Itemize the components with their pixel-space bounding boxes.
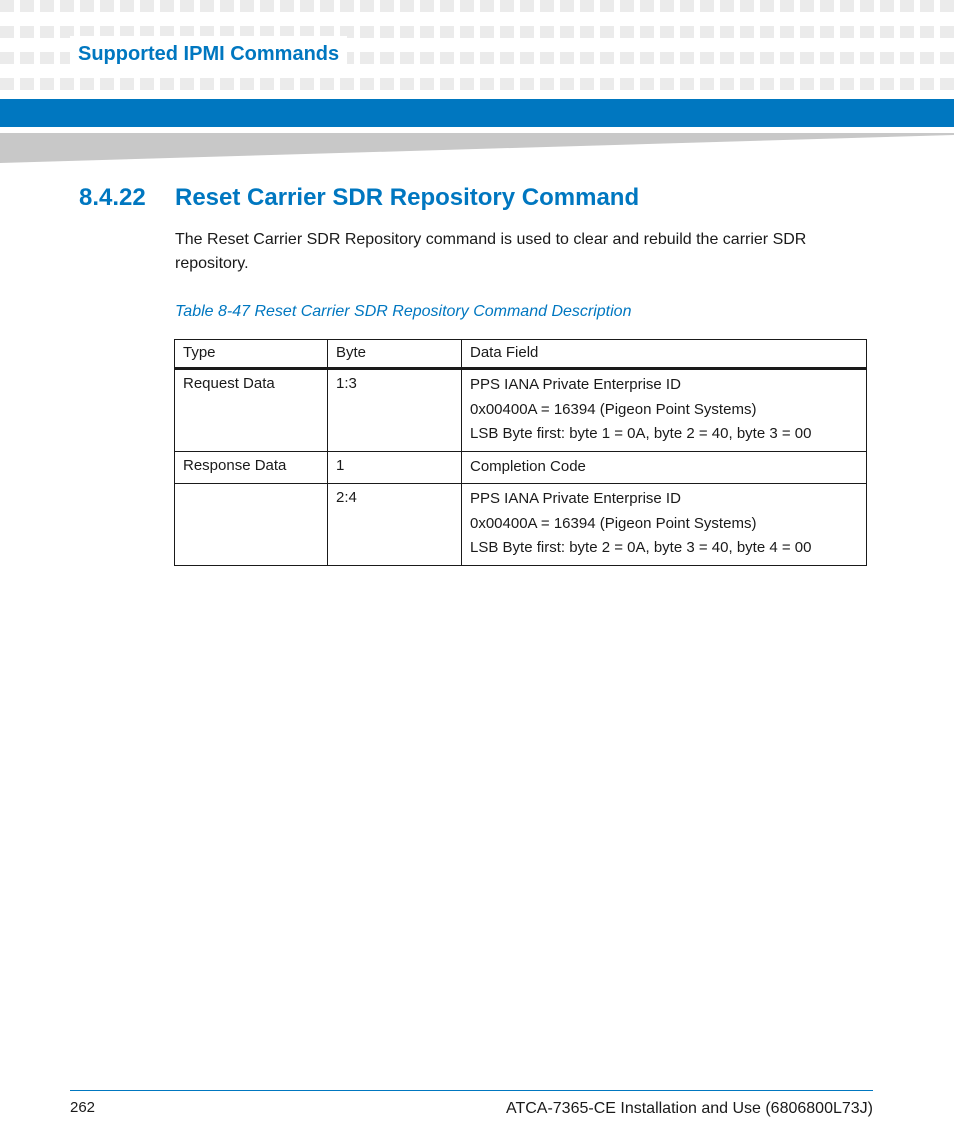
table-row xyxy=(175,484,867,566)
table-row xyxy=(175,369,867,452)
table-header-row xyxy=(175,340,867,369)
page-number: 262 xyxy=(70,1099,96,1116)
header-data-field: Data Field xyxy=(462,340,867,369)
cell-byte: 1:3 xyxy=(328,369,462,452)
header-gray-band xyxy=(0,129,954,163)
data-line: LSB Byte first: byte 2 = 0A, byte 3 = 40, byte 4 = 00 xyxy=(470,539,812,556)
data-line: PPS IANA Private Enterprise ID xyxy=(470,376,681,393)
section-number: 8.4.22 xyxy=(79,184,146,211)
running-header-title: Supported IPMI Commands xyxy=(70,36,347,72)
cell-data-field xyxy=(462,484,867,566)
cell-type: Response Data xyxy=(175,451,328,484)
data-line: PPS IANA Private Enterprise ID xyxy=(470,490,681,507)
data-line: 0x00400A = 16394 (Pigeon Point Systems) xyxy=(470,514,757,532)
cell-data-field xyxy=(462,451,867,484)
intro-paragraph: The Reset Carrier SDR Repository command is used to clear and rebuild the carrier SDR repository. xyxy=(175,231,807,272)
data-line: LSB Byte first: byte 1 = 0A, byte 2 = 40, byte 3 = 00 xyxy=(470,425,812,442)
section-title: Reset Carrier SDR Repository Command xyxy=(175,184,640,211)
cell-type: Request Data xyxy=(175,369,328,452)
header-type: Type xyxy=(175,340,328,369)
data-line: 0x00400A = 16394 (Pigeon Point Systems) xyxy=(470,400,757,418)
table-row xyxy=(175,451,867,484)
cell-byte: 2:4 xyxy=(328,484,462,566)
cell-type xyxy=(175,484,328,566)
cell-data-field xyxy=(462,369,867,452)
section-heading xyxy=(79,181,639,215)
header-blue-bar xyxy=(0,99,954,127)
header-byte: Byte xyxy=(328,340,462,369)
command-description-table xyxy=(174,339,867,566)
cell-byte: 1 xyxy=(328,451,462,484)
footer-document-title: ATCA-7365-CE Installation and Use (6806800L73J) xyxy=(505,1100,873,1117)
footer-rule xyxy=(70,1090,873,1091)
data-line: Completion Code xyxy=(470,457,586,475)
table-caption: Table 8-47 Reset Carrier SDR Repository Command Description xyxy=(175,303,632,320)
